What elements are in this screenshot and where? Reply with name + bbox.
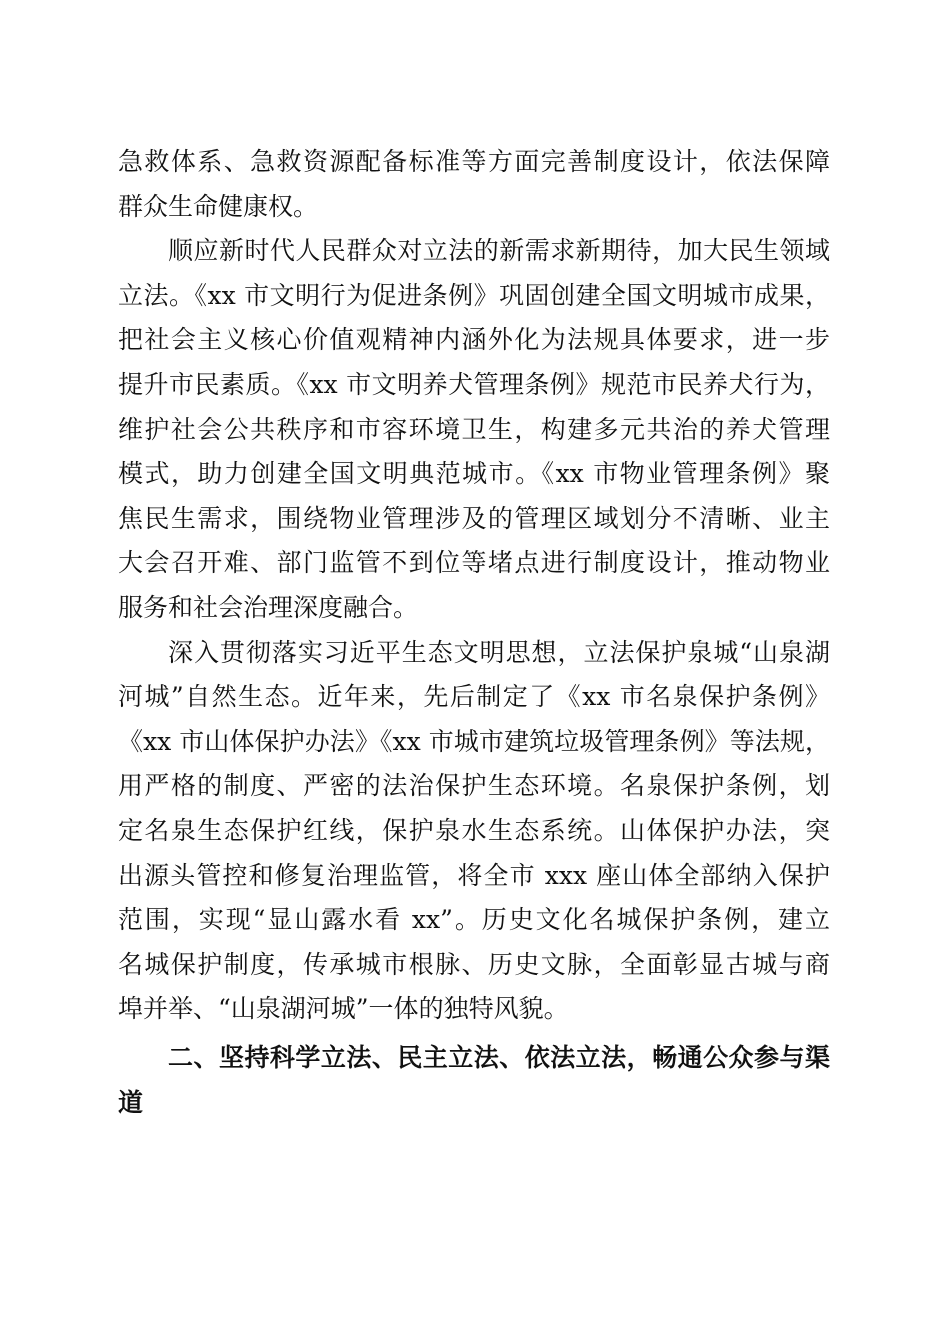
text-line: 大会召开难、部门监管不到位等堵点进行制度设计，推动物业 <box>118 548 830 578</box>
text-line: 名城保护制度，传承城市根脉、历史文脉，全面彰显古城与商 <box>118 949 830 979</box>
text-line: 埠并举、“山泉湖河城”一体的独特风貌。 <box>118 994 569 1024</box>
text-line: 深入贯彻落实习近平生态文明思想，立法保护泉城“山泉湖 <box>168 637 830 667</box>
text-line: 急救体系、急救资源配备标准等方面完善制度设计，依法保障 <box>118 147 830 176</box>
text-line: 提升市民素质。《xx 市文明养犬管理条例》规范市民养犬行为， <box>118 369 830 399</box>
text-line: 河城”自然生态。近年来，先后制定了《xx 市名泉保护条例》 <box>118 682 830 712</box>
text-line: 顺应新时代人民群众对立法的新需求新期待，加大民生领域 <box>168 236 830 266</box>
text-line: 用严格的制度、严密的法治保护生态环境。名泉保护条例，划 <box>118 771 830 801</box>
body-text <box>118 140 830 1032</box>
text-line: 出源头管控和修复治理监管，将全市 xxx 座山体全部纳入保护 <box>118 860 830 890</box>
text-line: 群众生命健康权。 <box>118 191 319 221</box>
text-line: 范围，实现“显山露水看 xx”。历史文化名城保护条例，建立 <box>118 905 830 935</box>
heading-line: 二、坚持科学立法、民主立法、依法立法，畅通公众参与渠 <box>168 1043 830 1072</box>
text-line: 焦民生需求，围绕物业管理涉及的管理区域划分不清晰、业主 <box>118 503 830 533</box>
section-heading <box>118 1036 830 1125</box>
paragraph-ecological-protection <box>118 631 830 1032</box>
text-line: 维护社会公共秩序和市容环境卫生，构建多元共治的养犬管理 <box>118 414 830 444</box>
paragraph-livelihood-legislation <box>118 229 830 630</box>
text-line: 模式，助力创建全国文明典范城市。《xx 市物业管理条例》聚 <box>118 459 830 489</box>
text-line: 服务和社会治理深度融合。 <box>118 592 419 622</box>
text-line: 把社会主义核心价值观精神内涵外化为法规具体要求，进一步 <box>118 325 830 355</box>
text-line: 定名泉生态保护红线，保护泉水生态系统。山体保护办法，突 <box>118 815 830 845</box>
text-line: 《xx 市山体保护办法》《xx 市城市建筑垃圾管理条例》等法规， <box>118 726 830 756</box>
heading-line: 道 <box>118 1087 144 1117</box>
paragraph-emergency-system <box>118 140 830 229</box>
text-line: 立法。《xx 市文明行为促进条例》巩固创建全国文明城市成果， <box>118 280 830 310</box>
